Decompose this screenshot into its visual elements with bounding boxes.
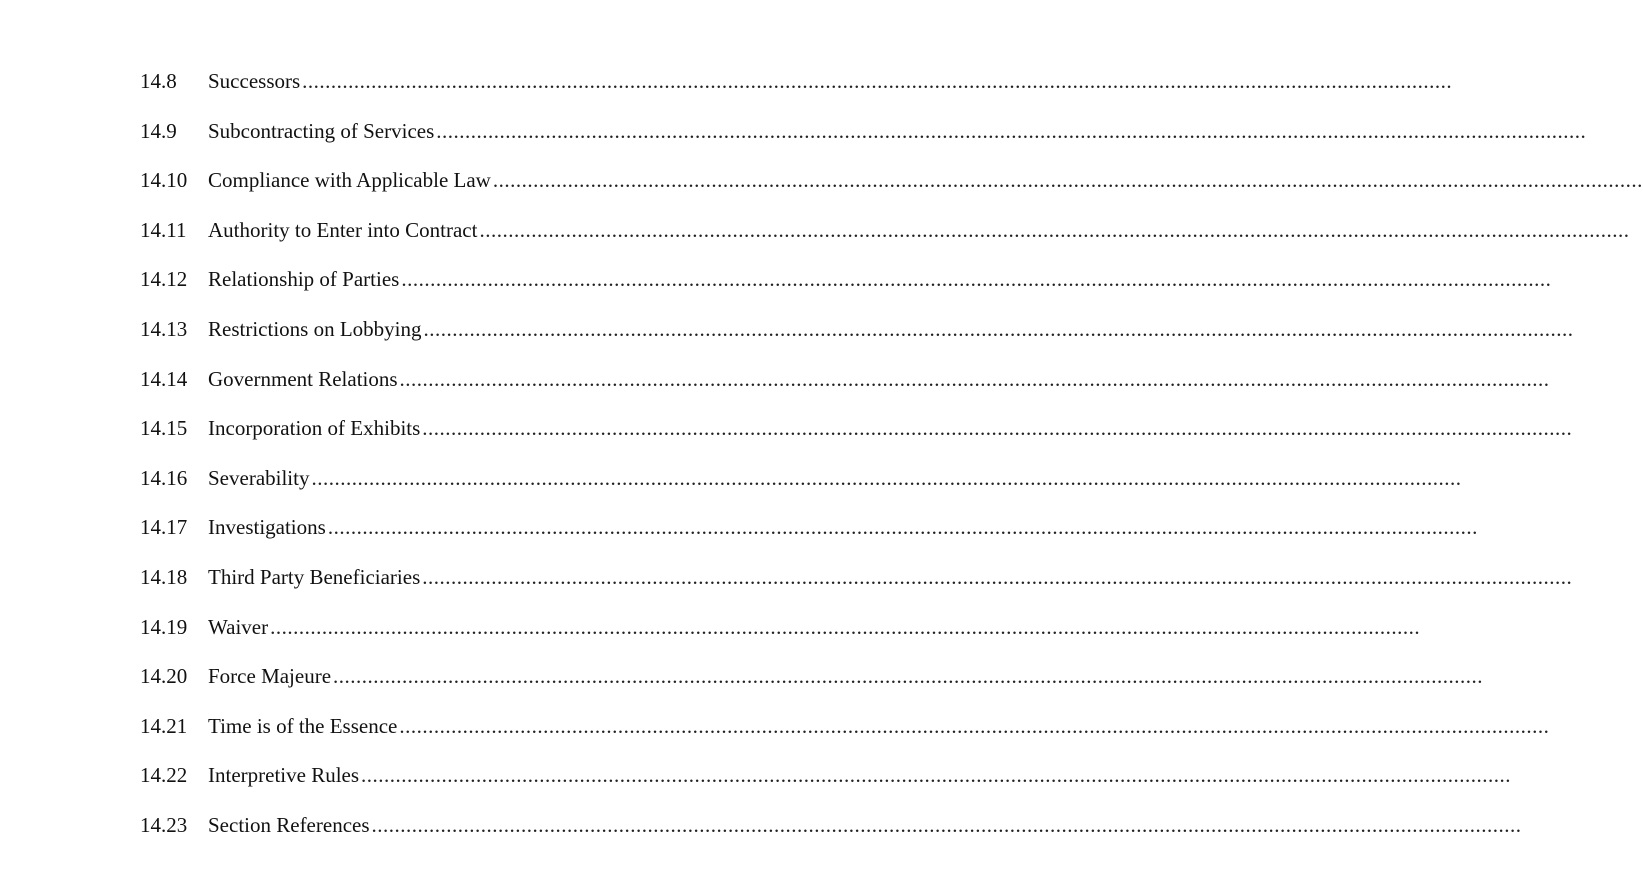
section-number: 14.21 [140, 713, 188, 738]
section-title: Subcontracting of Services [208, 118, 435, 143]
dot-leader: ........................................................................................................................................................................................................ [311, 465, 1462, 490]
section-title: Successors [208, 69, 301, 93]
dot-leader: ........................................................................................................................................................................................................ [422, 564, 1573, 589]
section-number: 14.14 [140, 366, 188, 391]
dot-leader: ........................................................................................................................................................................................................ [422, 416, 1573, 441]
section-title: Severability [208, 465, 310, 490]
section-number: 14.13 [140, 316, 188, 341]
section-number: 14.18 [140, 564, 188, 589]
section-title: Government Relations [208, 366, 398, 391]
section-number: 14.23 [140, 812, 188, 837]
toc-entry-line [208, 514, 1478, 540]
toc-entry[interactable] [0, 308, 1574, 358]
dot-leader: ........................................................................................................................................................................................................ [399, 366, 1550, 391]
dot-leader: ........................................................................................................................................................................................................ [401, 267, 1552, 292]
dot-leader: ........................................................................................................................................................................................................ [302, 69, 1453, 93]
dot-leader: ........................................................................................................................................................................................................ [479, 217, 1630, 242]
dot-leader: ........................................................................................................................................................................................................ [327, 515, 1478, 540]
toc-entry[interactable] [0, 506, 1478, 556]
section-title: Time is of the Essence [208, 713, 398, 738]
dot-leader: ........................................................................................................................................................................................................ [270, 614, 1421, 639]
toc-entry-line [208, 812, 1522, 838]
toc-entry-line [208, 118, 1587, 144]
toc-entry[interactable] [0, 705, 1550, 755]
dot-leader: ........................................................................................................................................................................................................ [333, 664, 1484, 689]
toc-entry-line [208, 68, 1453, 94]
section-number: 14.22 [140, 763, 188, 788]
toc-entry[interactable] [0, 655, 1484, 705]
table-of-contents [0, 60, 1643, 854]
dot-leader: ........................................................................................................................................................................................................ [423, 316, 1574, 341]
section-number: 14.15 [140, 416, 188, 441]
section-number: 14.12 [140, 267, 188, 292]
toc-entry-line [208, 713, 1550, 739]
section-number: 14.10 [140, 168, 188, 193]
toc-entry[interactable] [0, 159, 1643, 209]
section-title: Restrictions on Lobbying [208, 316, 422, 341]
toc-entry-line [208, 167, 1643, 193]
toc-entry-line [208, 366, 1550, 392]
section-title: Force Majeure [208, 664, 332, 689]
section-title: Relationship of Parties [208, 267, 400, 292]
toc-entry[interactable] [0, 457, 1462, 507]
section-title: Investigations [208, 515, 326, 540]
section-number: 14.16 [140, 465, 188, 490]
section-number: 14.11 [140, 217, 187, 242]
dot-leader: ........................................................................................................................................................................................................ [371, 812, 1522, 837]
dot-leader: ........................................................................................................................................................................................................ [436, 118, 1587, 143]
toc-entry[interactable] [0, 209, 1630, 259]
dot-leader: ........................................................................................................................................................................................................ [361, 763, 1512, 788]
dot-leader: ........................................................................................................................................................................................................ [399, 713, 1550, 738]
toc-entry-line [208, 614, 1421, 640]
toc-entry[interactable] [0, 556, 1573, 606]
section-number: 14.19 [140, 614, 188, 639]
section-number: 14.20 [140, 664, 188, 689]
toc-entry[interactable] [0, 804, 1522, 854]
section-title: Compliance with Applicable Law [208, 168, 491, 193]
section-number: 14.9 [140, 118, 177, 143]
toc-entry[interactable] [0, 258, 1552, 308]
toc-entry-line [208, 217, 1630, 243]
section-title: Waiver [208, 614, 269, 639]
section-title: Section References [208, 812, 370, 837]
section-title: Third Party Beneficiaries [208, 564, 421, 589]
toc-entry-line [208, 415, 1573, 441]
toc-entry-line [208, 762, 1512, 788]
toc-entry[interactable] [0, 358, 1550, 408]
toc-entry[interactable] [0, 110, 1587, 160]
section-number: 14.17 [140, 515, 188, 540]
toc-entry-line [208, 465, 1462, 491]
toc-entry[interactable] [0, 407, 1573, 457]
toc-entry-line [208, 266, 1552, 292]
toc-entry[interactable] [0, 60, 1453, 110]
section-number: 14.8 [140, 69, 177, 93]
dot-leader: ........................................................................................................................................................................................................ [492, 168, 1643, 193]
toc-entry-line [208, 663, 1484, 689]
section-title: Interpretive Rules [208, 763, 360, 788]
toc-entry-line [208, 316, 1574, 342]
toc-entry[interactable] [0, 606, 1421, 656]
section-title: Incorporation of Exhibits [208, 416, 421, 441]
section-title: Authority to Enter into Contract [208, 217, 478, 242]
toc-entry-line [208, 564, 1573, 590]
toc-entry[interactable] [0, 754, 1512, 804]
